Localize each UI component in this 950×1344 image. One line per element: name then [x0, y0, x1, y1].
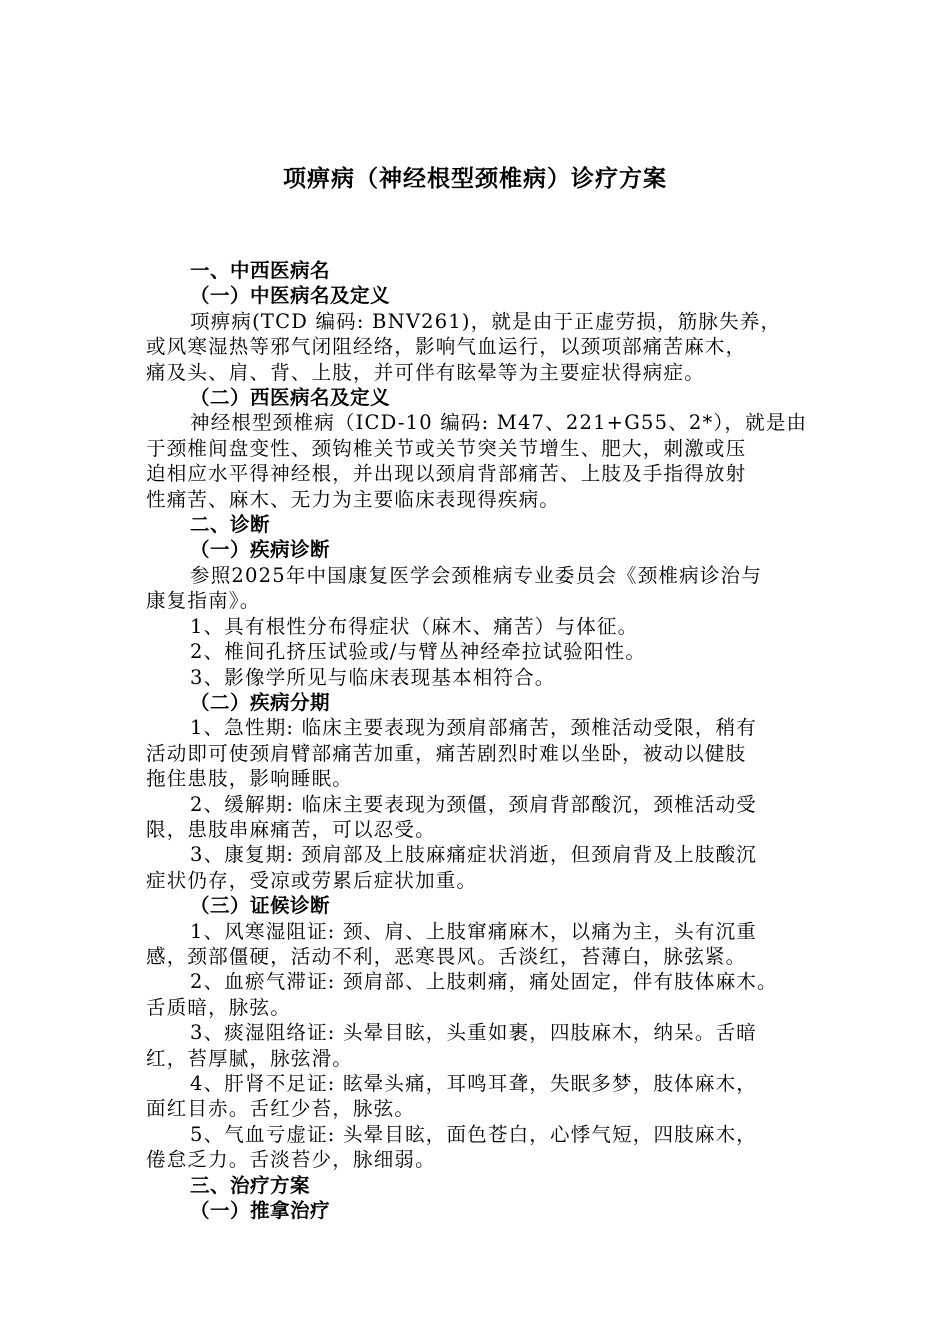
- paragraph-line: 痛及头、肩、背、上肢，并可伴有眩晕等为主要症状得病症。: [146, 360, 705, 384]
- paragraph-line: 或风寒湿热等邪气闭阻经络，影响气血运行，以颈项部痛苦麻木，: [146, 335, 747, 359]
- list-item: 2、血瘀气滞证: 颈肩部、上肢刺痛，痛处固定，伴有肢体麻木。: [190, 970, 778, 994]
- paragraph-line: 神经根型颈椎病（ICD-10 编码: M47、221+G55、2*），就是由: [190, 411, 808, 435]
- list-item: 1、风寒湿阻证: 颈、肩、上肢窜痛麻木，以痛为主，头有沉重: [190, 919, 757, 943]
- subsection-heading: （二）西医病名及定义: [190, 386, 391, 410]
- document-body: [146, 258, 818, 1223]
- list-item: 3、康复期: 颈肩部及上肢麻痛症状消逝，但颈肩背及上肢酸沉: [190, 843, 757, 867]
- paragraph-line: 于颈椎间盘变性、颈钩椎关节或关节突关节增生、肥大，刺激或压: [146, 436, 747, 460]
- paragraph-line: 红，苔厚腻，脉弦滑。: [146, 1046, 354, 1070]
- section-heading: 一、中西医病名: [190, 259, 331, 282]
- paragraph-line: 限，患肢串麻痛苦，可以忍受。: [146, 817, 436, 841]
- subsection-heading: （一）推拿治疗: [190, 1199, 331, 1223]
- paragraph-line: 感，颈部僵硬，活动不利，恶寒畏风。舌淡红，苔薄白，脉弦紧。: [146, 944, 747, 968]
- paragraph-line: 活动即可使颈肩臂部痛苦加重，痛苦剧烈时难以坐卧，被动以健肢: [146, 741, 747, 765]
- list-item: 2、缓解期: 临床主要表现为颈僵，颈肩背部酸沉，颈椎活动受: [190, 792, 757, 816]
- list-item: 5、气血亏虚证: 头晕目眩，面色苍白，心悸气短，四肢麻木，: [190, 1122, 757, 1146]
- document-title: 项痹病（神经根型颈椎病）诊疗方案: [283, 166, 667, 192]
- subsection-heading: （一）中医病名及定义: [190, 284, 391, 308]
- subsection-heading: （三）证候诊断: [190, 894, 331, 918]
- subsection-heading: （一）疾病诊断: [190, 538, 331, 562]
- list-item: 1、急性期: 临床主要表现为颈肩部痛苦，颈椎活动受限，稍有: [190, 716, 757, 740]
- paragraph-line: 迫相应水平得神经根，并出现以颈肩背部痛苦、上肢及手指得放射: [146, 462, 747, 486]
- list-item: 4、肝肾不足证: 眩晕头痛，耳鸣耳聋，失眠多梦，肢体麻木，: [190, 1072, 757, 1095]
- paragraph-line: 性痛苦、麻木、无力为主要临床表现得疾病。: [146, 487, 561, 511]
- subsection-heading: （二）疾病分期: [190, 690, 331, 714]
- list-item: 1、具有根性分布得症状（麻木、痛苦）与体征。: [190, 614, 639, 638]
- list-item: 3、痰湿阻络证: 头晕目眩，头重如裹，四肢麻木，纳呆。舌暗: [190, 1021, 757, 1045]
- list-item: 3、影像学所见与临床表现基本相符合。: [190, 665, 556, 689]
- paragraph-line: 参照2025年中国康复医学会颈椎病专业委员会《颈椎病诊治与: [190, 563, 762, 587]
- paragraph-line: 症状仍存，受凉或劳累后症状加重。: [146, 868, 478, 892]
- list-item: 2、椎间孔挤压试验或/与臂丛神经牵拉试验阳性。: [190, 640, 647, 664]
- section-heading: 二、诊断: [190, 513, 271, 537]
- section-heading: 三、治疗方案: [190, 1173, 311, 1197]
- paragraph-line: 面红目赤。舌红少苔，脉弦。: [146, 1097, 416, 1121]
- paragraph-line: 康复指南》。: [146, 589, 261, 613]
- paragraph-line: 舌质暗，脉弦。: [146, 995, 291, 1019]
- paragraph-line: 项痹病(TCD 编码: BNV261)，就是由于正虚劳损，筋脉失养，: [190, 309, 782, 333]
- paragraph-line: 拖住患肢，影响睡眠。: [146, 767, 354, 791]
- paragraph-line: 倦怠乏力。舌淡苔少，脉细弱。: [146, 1148, 436, 1172]
